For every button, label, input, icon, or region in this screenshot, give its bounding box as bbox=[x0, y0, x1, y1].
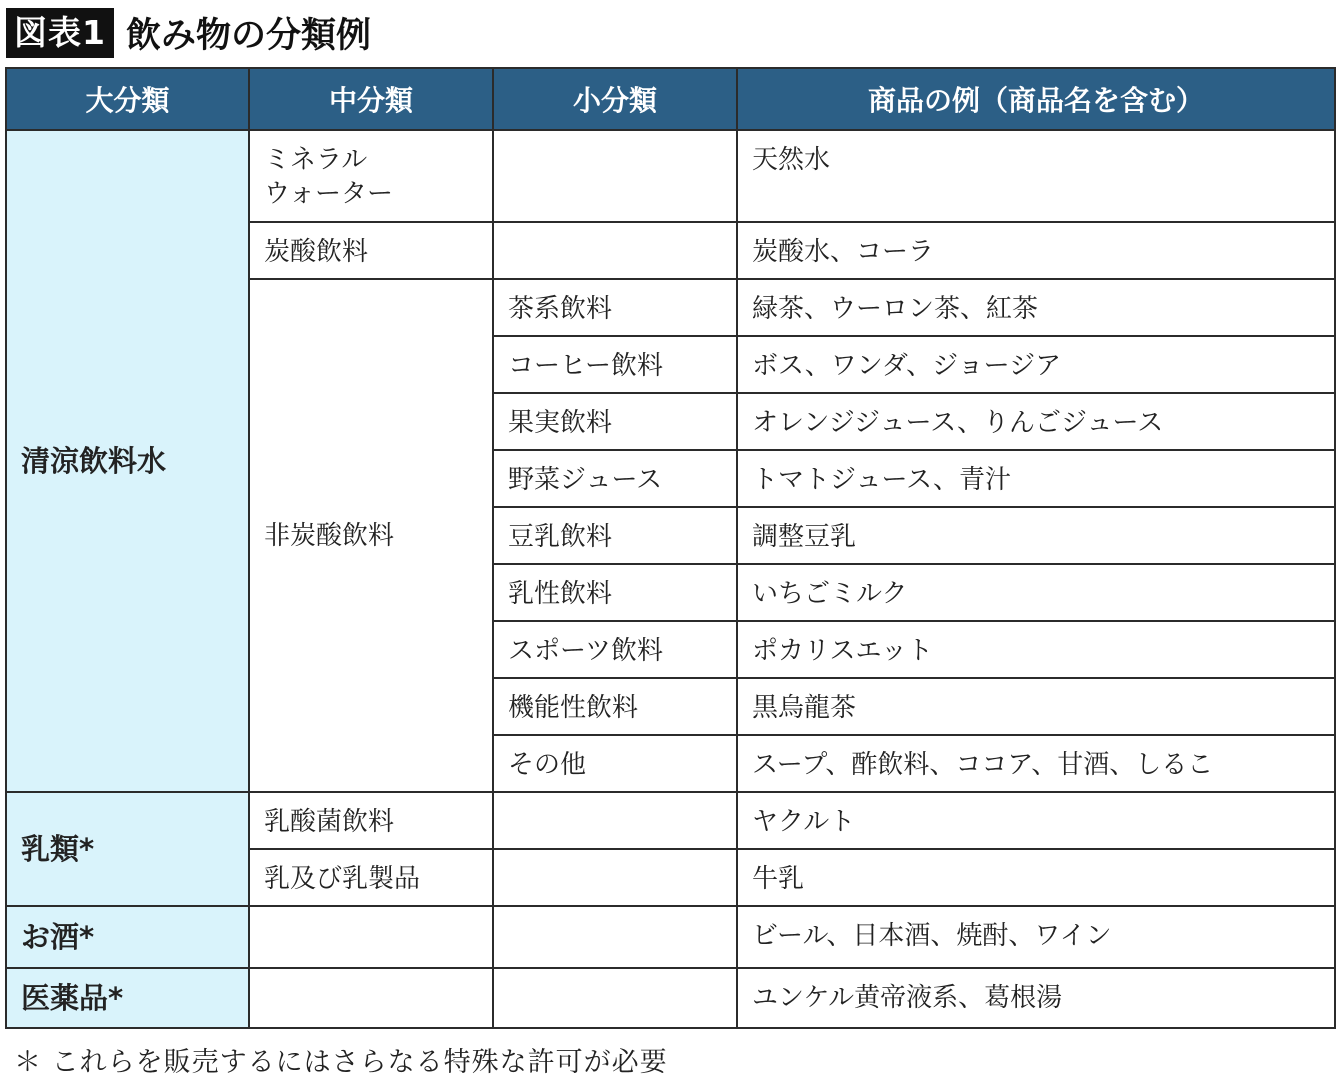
mid-cell-mineral bbox=[249, 130, 493, 222]
mid-mineral-line2: ウォーター bbox=[264, 179, 393, 209]
mid-mineral-line1: ミネラル bbox=[264, 145, 368, 175]
table-row bbox=[6, 792, 1335, 849]
mid-cell-empty bbox=[249, 968, 493, 1028]
major-cell-medicine: 医薬品* bbox=[6, 968, 249, 1028]
sub-cell: その他 bbox=[493, 735, 737, 792]
figure-badge: 図表1 bbox=[6, 8, 114, 58]
example-cell: 炭酸水、コーラ bbox=[737, 222, 1335, 279]
sub-cell: 機能性飲料 bbox=[493, 678, 737, 735]
example-cell: ポカリスエット bbox=[737, 621, 1335, 678]
example-cell: 牛乳 bbox=[737, 849, 1335, 906]
figure-title bbox=[6, 6, 371, 60]
sub-cell: 豆乳飲料 bbox=[493, 507, 737, 564]
example-cell: ボス、ワンダ、ジョージア bbox=[737, 336, 1335, 393]
major-cell-soft: 清涼飲料水 bbox=[6, 130, 249, 792]
example-cell: 調整豆乳 bbox=[737, 507, 1335, 564]
header-row bbox=[6, 68, 1335, 130]
mid-cell-noncarb: 非炭酸飲料 bbox=[249, 279, 493, 792]
classification-table bbox=[5, 67, 1336, 1029]
example-cell: ビール、日本酒、焼酎、ワイン bbox=[737, 906, 1335, 968]
figure-title-text: 飲み物の分類例 bbox=[125, 16, 371, 56]
mid-cell: 炭酸飲料 bbox=[249, 222, 493, 279]
sub-cell-empty bbox=[493, 792, 737, 849]
example-cell: 天然水 bbox=[737, 130, 1335, 222]
mid-cell: 乳酸菌飲料 bbox=[249, 792, 493, 849]
major-cell-alcohol: お酒* bbox=[6, 906, 249, 968]
table-row bbox=[6, 906, 1335, 968]
example-cell: トマトジュース、青汁 bbox=[737, 450, 1335, 507]
example-cell: スープ、酢飲料、ココア、甘酒、しるこ bbox=[737, 735, 1335, 792]
header-mid: 中分類 bbox=[249, 68, 493, 130]
mid-cell-empty bbox=[249, 906, 493, 968]
example-cell: オレンジジュース、りんごジュース bbox=[737, 393, 1335, 450]
header-sub: 小分類 bbox=[493, 68, 737, 130]
header-example: 商品の例（商品名を含む） bbox=[737, 68, 1335, 130]
major-cell-dairy: 乳類* bbox=[6, 792, 249, 906]
example-cell: 緑茶、ウーロン茶、紅茶 bbox=[737, 279, 1335, 336]
sub-cell-empty bbox=[493, 222, 737, 279]
table-row bbox=[6, 130, 1335, 222]
sub-cell: 野菜ジュース bbox=[493, 450, 737, 507]
example-cell: ユンケル黄帝液系、葛根湯 bbox=[737, 968, 1335, 1028]
mid-cell: 乳及び乳製品 bbox=[249, 849, 493, 906]
example-cell: ヤクルト bbox=[737, 792, 1335, 849]
sub-cell: スポーツ飲料 bbox=[493, 621, 737, 678]
footnote: ＊ これらを販売するにはさらなる特殊な許可が必要 bbox=[14, 1047, 668, 1078]
sub-cell: 乳性飲料 bbox=[493, 564, 737, 621]
sub-cell: 茶系飲料 bbox=[493, 279, 737, 336]
sub-cell-empty bbox=[493, 130, 737, 222]
sub-cell-empty bbox=[493, 849, 737, 906]
header-major: 大分類 bbox=[6, 68, 249, 130]
example-cell: 黒烏龍茶 bbox=[737, 678, 1335, 735]
sub-cell: コーヒー飲料 bbox=[493, 336, 737, 393]
sub-cell-empty bbox=[493, 906, 737, 968]
table-row bbox=[6, 968, 1335, 1028]
example-cell: いちごミルク bbox=[737, 564, 1335, 621]
sub-cell: 果実飲料 bbox=[493, 393, 737, 450]
sub-cell-empty bbox=[493, 968, 737, 1028]
